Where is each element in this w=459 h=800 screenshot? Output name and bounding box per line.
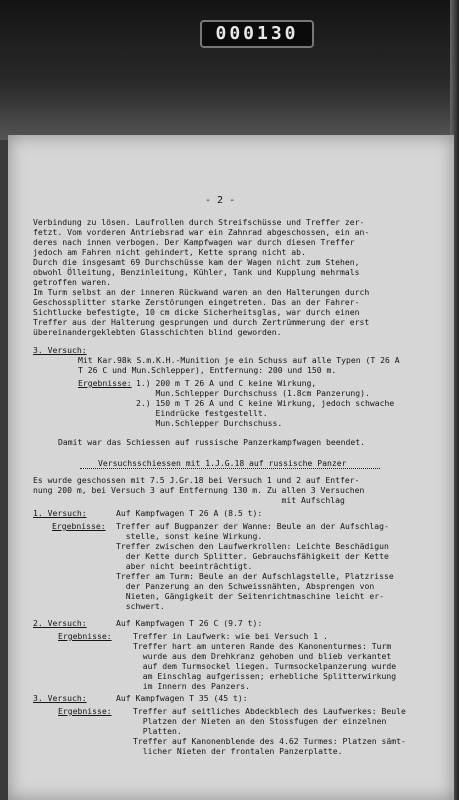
- result-line: Eindrücke festgestellt.: [136, 408, 268, 418]
- body-line: getroffen waren.: [33, 277, 111, 287]
- result-line: auf dem Turmsockel liegen. Turmsockelpanzerung wurde: [133, 661, 397, 671]
- result-line: aber nicht beeinträchtigt.: [116, 561, 253, 571]
- result-line: Treffer auf seitliches Abdeckblech des Laufwerkes: Beule: [133, 706, 406, 716]
- results-label: Ergebnisse:: [58, 631, 112, 641]
- page-counter: 000130: [200, 20, 314, 48]
- body-line: fetzt. Vom vorderen Antriebsrad war ein Zahnrad abgeschossen, ein an-: [33, 227, 370, 237]
- body-line: Durch die insgesamt 69 Durchschüsse kam der Wagen nicht zum Stehen,: [33, 257, 360, 267]
- body-line: Verbindung zu lösen. Laufrollen durch Streifschüsse und Treffer zer-: [33, 217, 365, 227]
- result-line: der Panzerung an den Schweissnähten, Absprengen von: [116, 581, 375, 591]
- results-label: Ergebnisse:: [78, 378, 132, 388]
- result-line: schwert.: [116, 601, 165, 611]
- result-line: Treffer hart am unteren Rande des Kanonenturmes: Turm: [133, 641, 392, 651]
- body-line: Sichtlucke befestigte, 10 cm dicke Sicherheitsglas, war durch einen: [33, 307, 360, 317]
- body-line: Treffer aus der Halterung gesprungen und durch Zertrümmerung der erst: [33, 317, 370, 327]
- result-line: 2.) 150 m T 26 A und C keine Wirkung, jedoch schwache: [136, 398, 395, 408]
- section-heading: 3. Versuch:: [33, 345, 87, 355]
- result-line: Treffer auf Kanonenblende des 4.62 Turmes: Platzen sämt-: [133, 736, 406, 746]
- body-line: jedoch am Fahren nicht gehindert, Kette sprang nicht ab.: [33, 247, 306, 257]
- body-line: Geschossplitter starke Zerstörungen eingetreten. Das an der Fahrer-: [33, 297, 360, 307]
- title-underline: [80, 468, 380, 469]
- result-line: 1.) 200 m T 26 A und C keine Wirkung,: [136, 378, 317, 388]
- result-line: wurde aus dem Drehkranz gehoben und blieb verkantet: [133, 651, 392, 661]
- body-line: übereinandergeklebten Glasschichten blind geworden.: [33, 327, 282, 337]
- result-line: Mun.Schlepper Durchschuss (1.8cm Panzerung).: [136, 388, 370, 398]
- result-line: Treffer auf Bugpanzer der Wanne: Beule an der Aufschlag-: [116, 521, 389, 531]
- section-title: Versuchsschiessen mit 1.J.G.18 auf russische Panzer: [98, 458, 347, 468]
- result-line: Mun.Schlepper Durchschuss.: [136, 418, 283, 428]
- intro-line: mit Aufschlag: [33, 495, 345, 505]
- versuch-heading: 1. Versuch:: [33, 508, 87, 518]
- result-line: Treffer zwischen den Laufwerkrollen: Leichte Beschädigun: [116, 541, 389, 551]
- body-line: Im Turm selbst an der inneren Rückwand waren an den Halterungen durch: [33, 287, 370, 297]
- versuch-heading: 3. Versuch:: [33, 693, 87, 703]
- versuch-target: Auf Kampfwagen T 26 A (8.5 t):: [116, 508, 263, 518]
- result-line: im Innern des Panzers.: [133, 681, 250, 691]
- result-line: licher Nieten der frontalen Panzerplatte.: [133, 746, 343, 756]
- body-line: deres nach innen verbogen. Der Kampfwagen war durch diesen Treffer: [33, 237, 355, 247]
- result-line: Platzen der Nieten an den Stossfugen der einzelnen: [133, 716, 387, 726]
- versuch-heading: 2. Versuch:: [33, 618, 87, 628]
- result-line: stelle, sonst keine Wirkung.: [116, 531, 263, 541]
- results-label: Ergebnisse:: [58, 706, 112, 716]
- result-line: Treffer in Laufwerk: wie bei Versuch 1 .: [133, 631, 328, 641]
- body-line: obwohl Ölleitung, Benzinleitung, Kühler, Tank und Kupplung mehrmals: [33, 267, 360, 277]
- result-line: der Kette durch Splitter. Gebrauchsfähigkeit der Kette: [116, 551, 389, 561]
- body-line: T 26 C und Mun.Schlepper), Entfernung: 200 und 150 m.: [78, 365, 337, 375]
- page-number: - 2 -: [205, 195, 236, 206]
- versuch-target: Auf Kampfwagen T 26 C (9.7 t):: [116, 618, 263, 628]
- body-line: Mit Kar.98k S.m.K.H.-Munition je ein Schuss auf alle Typen (T 26 A: [78, 355, 400, 365]
- results-label: Ergebnisse:: [52, 521, 106, 531]
- versuch-target: Auf Kampfwagen T 35 (45 t):: [116, 693, 248, 703]
- result-line: Platten.: [133, 726, 182, 736]
- result-line: Nieten, Gängigkeit der Seitenrichtmaschine leicht er-: [116, 591, 385, 601]
- result-line: am Einschlag aufgerissen; erhebliche Splitterwirkung: [133, 671, 397, 681]
- result-line: Treffer am Turm: Beule an der Aufschlagstelle, Platzrisse: [116, 571, 394, 581]
- intro-line: Es wurde geschossen mit 7.5 J.Gr.18 bei Versuch 1 und 2 auf Entfer-: [33, 475, 360, 485]
- intro-line: nung 200 m, bei Versuch 3 auf Entfernung 130 m. Zu allen 3 Versuchen: [33, 485, 365, 495]
- closing-line: Damit war das Schiessen auf russische Panzerkampfwagen beendet.: [58, 437, 365, 447]
